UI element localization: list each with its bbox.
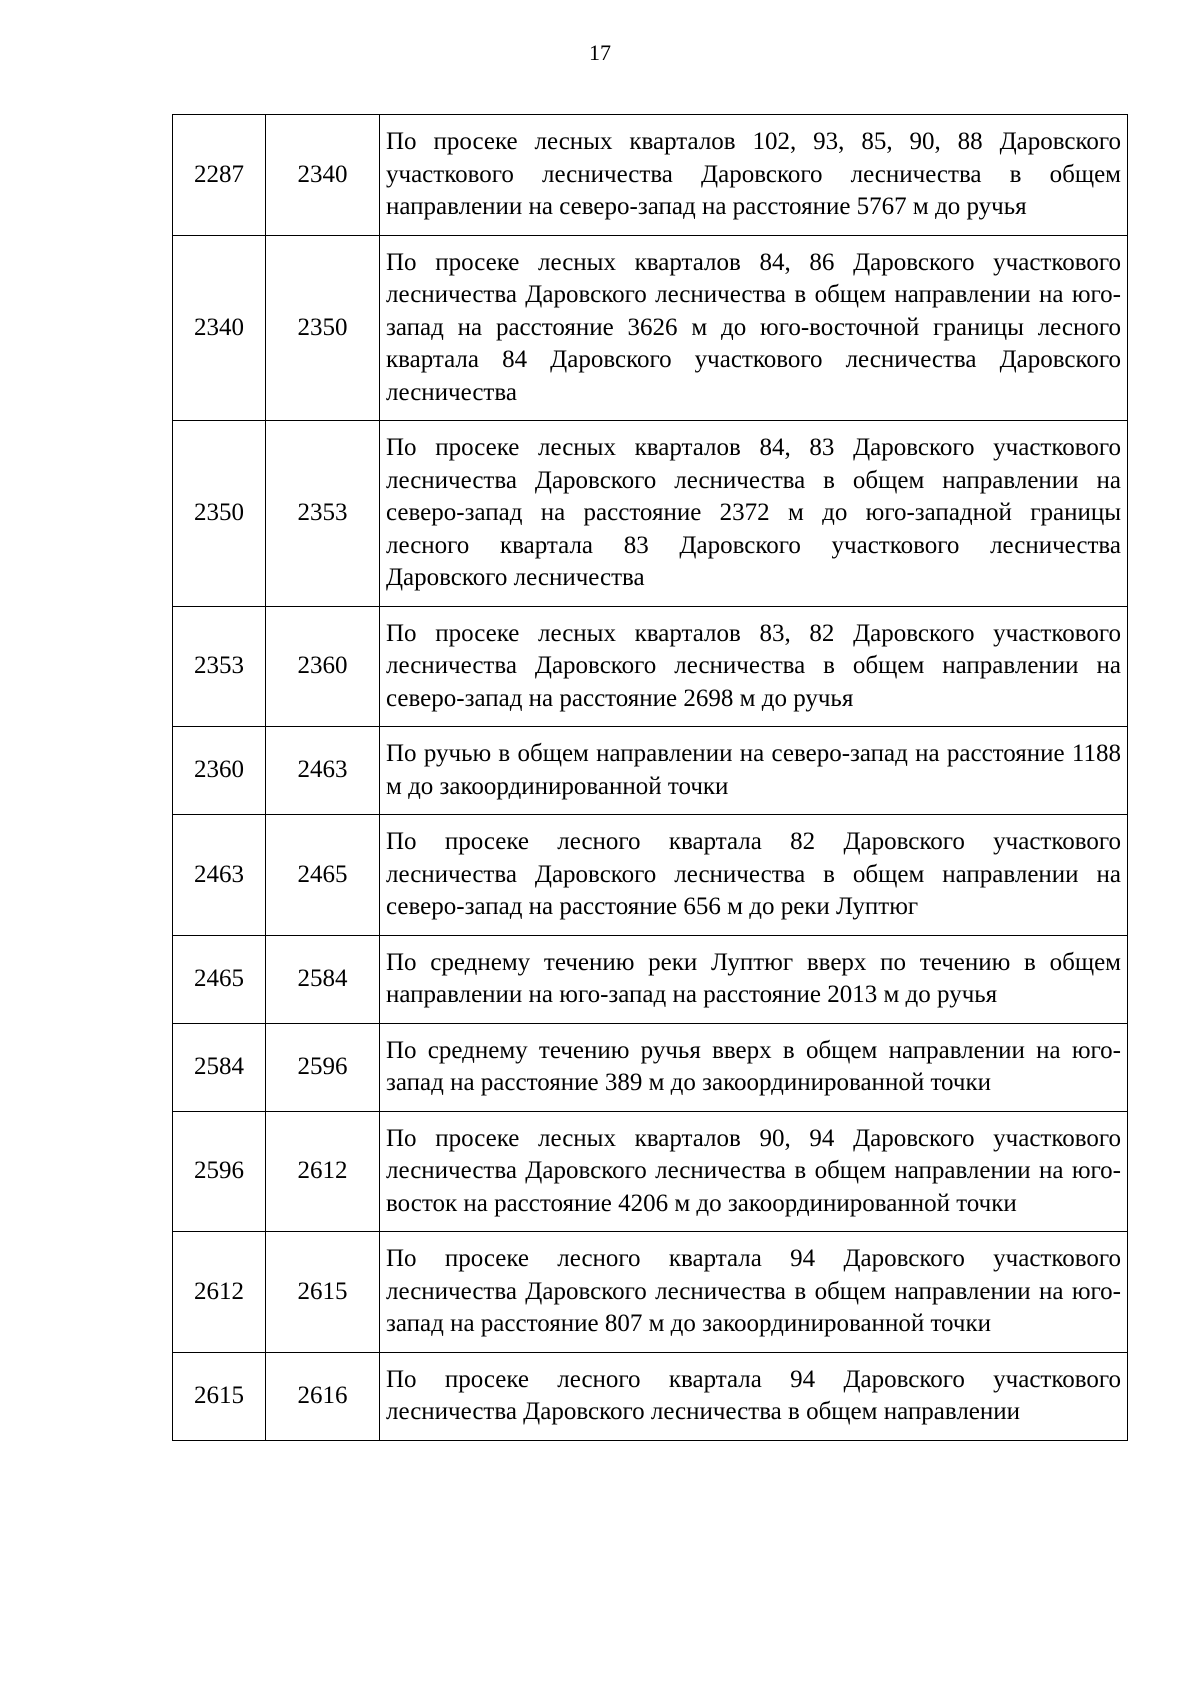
- table-row: [173, 1232, 1128, 1353]
- description-cell: По просеке лесных кварталов 84, 86 Даровского участкового лесничества Даровского лесничества в общем направлении на юго-запад на расстояние 3626 м до юго-восточной границы лесного квартала 84 Даровского участкового лесничества Даровского лесничества: [380, 235, 1128, 421]
- description-cell: По среднему течению ручья вверх в общем направлении на юго-запад на расстояние 389 м до закоординированной точки: [380, 1023, 1128, 1111]
- boundary-description-table: [172, 114, 1128, 1441]
- to-point-cell: 2612: [266, 1111, 380, 1232]
- from-point-cell: 2340: [173, 235, 266, 421]
- description-cell: По просеке лесных кварталов 90, 94 Даровского участкового лесничества Даровского лесничества в общем направлении на юго-восток на расстояние 4206 м до закоординированной точки: [380, 1111, 1128, 1232]
- description-cell: По просеке лесных кварталов 102, 93, 85, 90, 88 Даровского участкового лесничества Даровского лесничества в общем направлении на северо-запад на расстояние 5767 м до ручья: [380, 115, 1128, 236]
- from-point-cell: 2350: [173, 421, 266, 607]
- table-row: [173, 606, 1128, 727]
- description-cell: По просеке лесных кварталов 83, 82 Даровского участкового лесничества Даровского лесничества в общем направлении на северо-запад на расстояние 2698 м до ручья: [380, 606, 1128, 727]
- from-point-cell: 2353: [173, 606, 266, 727]
- description-cell: По просеке лесного квартала 82 Даровского участкового лесничества Даровского лесничества в общем направлении на северо-запад на расстояние 656 м до реки Луптюг: [380, 815, 1128, 936]
- table-row: [173, 1352, 1128, 1440]
- to-point-cell: 2615: [266, 1232, 380, 1353]
- from-point-cell: 2463: [173, 815, 266, 936]
- to-point-cell: 2584: [266, 935, 380, 1023]
- table-row: [173, 1023, 1128, 1111]
- from-point-cell: 2287: [173, 115, 266, 236]
- from-point-cell: 2465: [173, 935, 266, 1023]
- to-point-cell: 2353: [266, 421, 380, 607]
- table-row: [173, 115, 1128, 236]
- description-cell: По просеке лесного квартала 94 Даровского участкового лесничества Даровского лесничества в общем направлении на юго-запад на расстояние 807 м до закоординированной точки: [380, 1232, 1128, 1353]
- description-cell: По ручью в общем направлении на северо-запад на расстояние 1188 м до закоординированной точки: [380, 727, 1128, 815]
- to-point-cell: 2616: [266, 1352, 380, 1440]
- to-point-cell: 2596: [266, 1023, 380, 1111]
- to-point-cell: 2350: [266, 235, 380, 421]
- from-point-cell: 2612: [173, 1232, 266, 1353]
- table-row: [173, 1111, 1128, 1232]
- from-point-cell: 2584: [173, 1023, 266, 1111]
- to-point-cell: 2465: [266, 815, 380, 936]
- from-point-cell: 2615: [173, 1352, 266, 1440]
- table-row: [173, 235, 1128, 421]
- from-point-cell: 2596: [173, 1111, 266, 1232]
- table-row: [173, 421, 1128, 607]
- from-point-cell: 2360: [173, 727, 266, 815]
- description-cell: По просеке лесных кварталов 84, 83 Даровского участкового лесничества Даровского лесничества в общем направлении на северо-запад на расстояние 2372 м до юго-западной границы лесного квартала 83 Даровского участкового лесничества Даровского лесничества: [380, 421, 1128, 607]
- page-number: 17: [589, 40, 611, 65]
- to-point-cell: 2360: [266, 606, 380, 727]
- table-row: [173, 815, 1128, 936]
- table-row: [173, 727, 1128, 815]
- to-point-cell: 2463: [266, 727, 380, 815]
- table-row: [173, 935, 1128, 1023]
- description-cell: По среднему течению реки Луптюг вверх по течению в общем направлении на юго-запад на расстояние 2013 м до ручья: [380, 935, 1128, 1023]
- to-point-cell: 2340: [266, 115, 380, 236]
- description-cell: По просеке лесного квартала 94 Даровского участкового лесничества Даровского лесничества в общем направлении: [380, 1352, 1128, 1440]
